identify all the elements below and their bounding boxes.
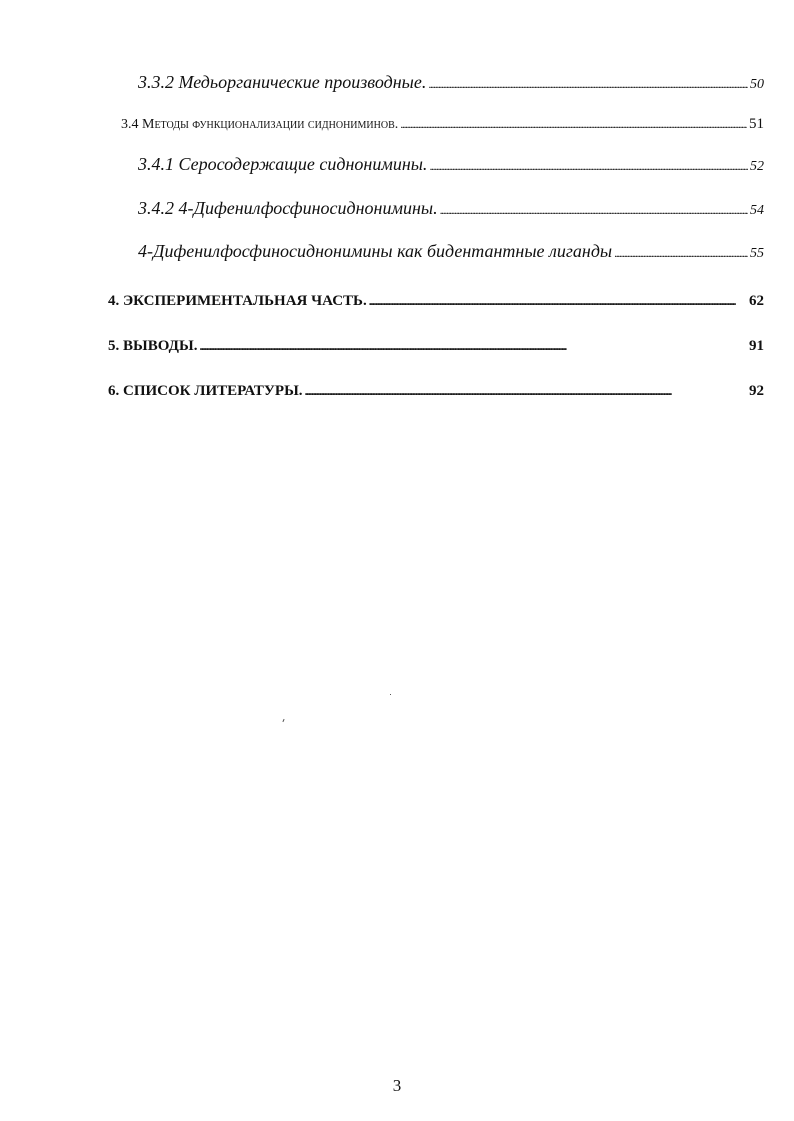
toc-entry-text: 4-Дифенилфосфиносиднонимины как бидентантные лиганды [138,241,613,261]
toc-entry-bidentate-ligands[interactable] [138,241,764,262]
toc-entry-title [138,241,612,262]
toc-entry-page: 52 [750,159,764,174]
toc-entry-page: 55 [750,246,764,261]
toc-leader-dots [614,241,748,262]
toc-entry-number: 3.4.2 [138,198,174,218]
toc-entry-title [138,198,438,219]
toc-entry-text: Медьорганические производные. [178,72,427,92]
toc-entry-page: 62 [749,293,764,309]
toc-entry-title [108,383,303,400]
page-number: 3 [392,1076,402,1095]
toc-entry-text: ВЫВОДЫ. [123,338,198,354]
toc-entry-title [138,154,427,175]
toc-leader-dots [369,293,747,310]
toc-entry-page: 92 [749,383,764,399]
toc-entry-3-3-2[interactable] [138,72,764,93]
toc-entry-page: 91 [749,338,764,354]
toc-entry-page: 50 [750,77,764,92]
toc-entry-title [108,338,197,355]
scan-speck [282,719,284,722]
toc-entry-3-4-1[interactable] [138,154,764,175]
toc-leader-dots [305,383,747,400]
toc-entry-title [138,72,426,93]
toc-entry-text: Серосодержащие сиднонимины. [178,154,428,174]
toc-entry-text: ЭКСПЕРИМЕНТАЛЬНАЯ ЧАСТЬ. [123,293,367,309]
toc-entry-title [121,117,398,133]
scan-speck [390,694,391,695]
toc-entry-title [108,293,367,310]
toc-entry-page: 51 [749,116,764,132]
toc-entry-3-4[interactable] [121,116,764,133]
toc-leader-dots [429,154,748,175]
toc-entry-number: 3.4 [121,117,139,132]
toc-entry-page: 54 [750,203,764,218]
toc-leader-dots [199,338,747,355]
toc-entry-number: 6. [108,383,120,399]
toc-entry-number: 3.4.1 [138,154,174,174]
toc-entry-3-4-2[interactable] [138,198,764,219]
toc-entry-text: 4-Дифенилфосфиносиднонимины. [178,198,438,218]
toc-entry-number: 5. [108,338,120,354]
toc-leader-dots [400,117,747,133]
toc-entry-chapter-5[interactable] [108,338,764,355]
toc-entry-chapter-4[interactable] [108,293,764,310]
toc-leader-dots [440,198,748,219]
toc-entry-text: Методы функционализации сиднониминов. [142,117,399,132]
toc-entry-chapter-6[interactable] [108,383,764,400]
toc-leader-dots [428,72,748,93]
toc-entry-number: 4. [108,293,120,309]
toc-entry-number: 3.3.2 [138,72,174,92]
toc-entry-text: СПИСОК ЛИТЕРАТУРЫ. [123,383,303,399]
